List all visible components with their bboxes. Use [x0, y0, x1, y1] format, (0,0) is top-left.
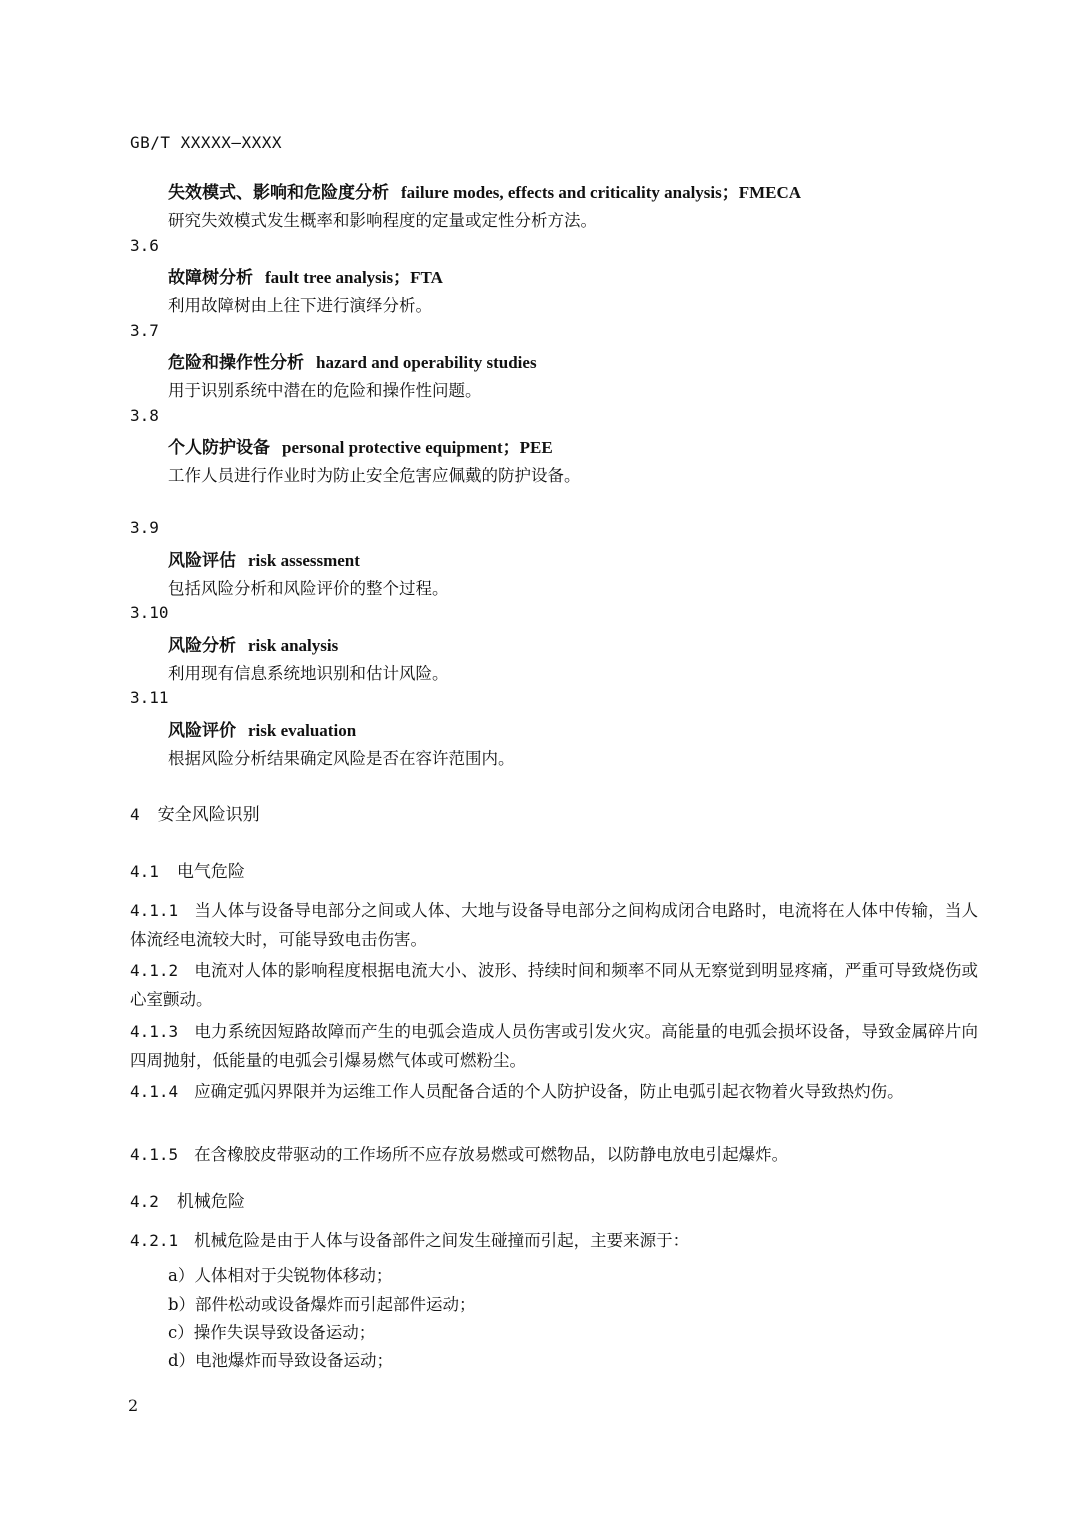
section-title: 安全风险识别 [157, 805, 260, 825]
term-chinese: 风险评估 [168, 551, 236, 571]
clause-number: 4.1.1 [130, 901, 179, 920]
section-number: 4 [130, 805, 140, 824]
term-title [168, 716, 356, 741]
term-number: 3.11 [130, 688, 169, 707]
clause-paragraph [130, 1017, 978, 1075]
term-number: 3.8 [130, 406, 159, 425]
list-item: d）电池爆炸而导致设备运动； [168, 1351, 394, 1370]
subsection-title: 机械危险 [176, 1192, 245, 1212]
term-number: 3.10 [130, 603, 169, 622]
clause-text: 电力系统因短路故障而产生的电弧会造成人员伤害或引发火灾。高能量的电弧会损坏设备，导致金属碎片向四周抛射，低能量的电弧会引爆易燃气体或可燃粉尘。 [130, 1022, 978, 1070]
list-item: c）操作失误导致设备运动； [168, 1323, 376, 1342]
subsection-title: 电气危险 [176, 862, 245, 882]
subsection-number: 4.1 [130, 862, 159, 881]
term-definition: 工作人员进行作业时为防止安全危害应佩戴的防护设备。 [168, 466, 581, 485]
term-title [168, 546, 360, 571]
term-english: personal protective equipment；PEE [282, 438, 553, 457]
subsection-heading [130, 1187, 245, 1212]
subsection-number: 4.2 [130, 1192, 159, 1211]
page-number: 2 [128, 1396, 139, 1415]
term-title [168, 178, 801, 203]
term-definition: 用于识别系统中潜在的危险和操作性问题。 [168, 381, 482, 400]
term-number: 3.7 [130, 321, 159, 340]
clause-number: 4.1.3 [130, 1022, 179, 1041]
list-item: a）人体相对于尖锐物体移动； [168, 1266, 393, 1285]
term-definition: 利用故障树由上往下进行演绎分析。 [168, 296, 432, 315]
clause-number: 4.1.2 [130, 961, 179, 980]
term-definition: 研究失效模式发生概率和影响程度的定量或定性分析方法。 [168, 211, 597, 230]
clause-paragraph [130, 956, 978, 1014]
clause-text: 应确定弧闪界限并为运维工作人员配备合适的个人防护设备，防止电弧引起衣物着火导致热灼伤。 [194, 1082, 904, 1101]
clause-text: 机械危险是由于人体与设备部件之间发生碰撞而引起，主要来源于： [194, 1231, 690, 1250]
term-english: hazard and operability studies [316, 353, 537, 372]
clause-paragraph [130, 1140, 978, 1169]
term-chinese: 个人防护设备 [168, 438, 270, 458]
standard-code-header: GB/T XXXXX—XXXX [130, 133, 282, 152]
term-english: risk evaluation [248, 721, 357, 740]
term-english: failure modes, effects and criticality analysis；FMECA [401, 183, 802, 202]
subsection-heading [130, 857, 245, 882]
term-chinese: 风险评价 [168, 721, 236, 741]
clause-number: 4.1.5 [130, 1145, 179, 1164]
term-definition: 根据风险分析结果确定风险是否在容许范围内。 [168, 749, 515, 768]
term-chinese: 风险分析 [168, 636, 236, 656]
term-english: risk assessment [248, 551, 360, 570]
term-chinese: 失效模式、影响和危险度分析 [168, 183, 389, 203]
term-title [168, 631, 338, 656]
term-title [168, 433, 553, 458]
term-chinese: 危险和操作性分析 [168, 353, 304, 373]
clause-text: 当人体与设备导电部分之间或人体、大地与设备导电部分之间构成闭合电路时，电流将在人体中传输，当人体流经电流较大时，可能导致电击伤害。 [130, 901, 978, 949]
term-chinese: 故障树分析 [168, 268, 253, 288]
section-heading [130, 800, 260, 825]
term-english: fault tree analysis；FTA [265, 268, 443, 287]
term-number: 3.9 [130, 518, 159, 537]
term-definition: 包括风险分析和风险评价的整个过程。 [168, 579, 449, 598]
clause-paragraph [130, 1077, 978, 1106]
term-number: 3.6 [130, 236, 159, 255]
term-definition: 利用现有信息系统地识别和估计风险。 [168, 664, 449, 683]
term-title [168, 348, 537, 373]
clause-paragraph [130, 896, 978, 954]
term-english: risk analysis [248, 636, 339, 655]
list-item: b）部件松动或设备爆炸而引起部件运动； [168, 1295, 476, 1314]
clause-text: 电流对人体的影响程度根据电流大小、波形、持续时间和频率不同从无察觉到明显疼痛，严重可导致烧伤或心室颤动。 [130, 961, 978, 1009]
clause-number: 4.2.1 [130, 1231, 179, 1250]
term-title [168, 263, 443, 288]
clause-number: 4.1.4 [130, 1082, 179, 1101]
clause-text: 在含橡胶皮带驱动的工作场所不应存放易燃或可燃物品，以防静电放电引起爆炸。 [194, 1145, 789, 1164]
clause-paragraph [130, 1226, 978, 1255]
